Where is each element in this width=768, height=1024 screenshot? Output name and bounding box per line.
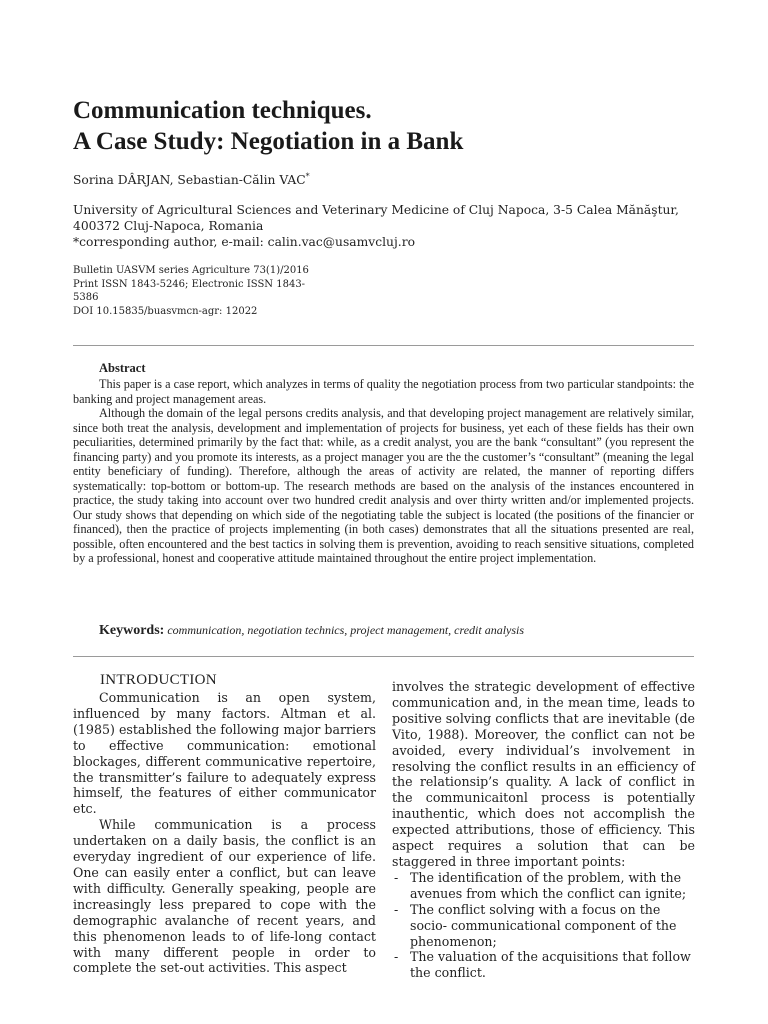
title-line-1: Communication techniques. bbox=[73, 97, 372, 124]
keywords-label: Keywords: bbox=[99, 623, 165, 638]
corresponding-email: *corresponding author, e-mail: calin.vac@usamvcluj.ro bbox=[73, 235, 415, 249]
affiliation-line-2: 400372 Cluj-Napoca, Romania bbox=[73, 219, 264, 233]
divider-bottom bbox=[73, 656, 694, 657]
authors bbox=[73, 169, 310, 188]
left-column bbox=[73, 690, 376, 976]
affiliation bbox=[73, 202, 693, 250]
doi-line: DOI 10.15835/buasvmcn-agr: 12022 bbox=[73, 305, 258, 317]
issn-line: Print ISSN 1843-5246; Electronic ISSN 1843- bbox=[73, 278, 306, 290]
title-line-2: A Case Study: Negotiation in a Bank bbox=[73, 128, 464, 155]
author-names: Sorina DÂRJAN, Sebastian-Călin VAC bbox=[73, 173, 306, 188]
publication-info bbox=[73, 264, 323, 318]
right-column bbox=[392, 679, 695, 981]
list-item bbox=[392, 949, 695, 981]
list-item-text: The identification of the problem, with the avenues from which the conflict can ignite; bbox=[410, 869, 687, 901]
affiliation-line-1: University of Agricultural Sciences and Veterinary Medicine of Cluj Napoca, 3-5 Calea Mănăştur, bbox=[73, 203, 679, 217]
list-item bbox=[392, 902, 695, 950]
body-paragraph: involves the strategic development of effective communication and, in the mean time, leads to positive solving conflicts that are inevitable (de Vito, 1988). Moreover, the conflict can not be avoided, every individual’s involvement in resolving the conflict results in an efficiency of the relationsip’s quality. A lack of conflict in the communicaitonl process is potentially inauthentic, which does not accomplish the expected attributions, those of efficiency. This aspect requires a solution that can be staggered in three important points: bbox=[392, 679, 695, 869]
bullet-list bbox=[392, 870, 695, 981]
abstract-paragraph: Although the domain of the legal persons credits analysis, and that developing project management are relatively similar, since both treat the analysis, development and implementation of projects for business, yet each of these fields has their own peculiarities, determined primarily by the fact that: while, as a credit analyst, you are the bank “consultant” (you represent the financing party) and you promote its interests, as a project manager you are the the customer’s “consultant” (meaning the legal entity beneficiary of funding). Therefore, although the areas of activity are related, the manner of reporting differs systematically: top-bottom or bottom-up. The research methods are based on the analysis of the instances encountered in practice, the study taking into account over two hundred credit analysis and over thirty written and/or implemented projects. Our study shows that depending on which side of the negotiating table the subject is located (the positions of the financier or financed), then the practice of projects implementing (in both cases) demonstrates that all the situations presented are real, possible, often encountered and the best tactics in solving them is prevention, avoiding to reach sensitive situations, completed by a professional, honest and cooperative attitude maintained throughout the entire project implementation. bbox=[73, 406, 694, 565]
list-item bbox=[392, 870, 695, 902]
paper-title bbox=[73, 95, 713, 157]
bullet-dash: - bbox=[394, 869, 399, 885]
keywords bbox=[99, 623, 524, 639]
introduction-heading: INTRODUCTION bbox=[100, 672, 217, 688]
corresponding-mark: * bbox=[305, 172, 310, 181]
abstract-heading: Abstract bbox=[99, 361, 146, 375]
body-paragraph: While communication is a process undertaken on a daily basis, the conflict is an everyday ingredient of our experience of life. One can easily enter a conflict, but can leave with difficulty. Generally speaking, people are increasingly less prepared to cope with the demographic avalanche of recent years, and this phenomenon leads to of life-long contact with many different people in order to complete the set-out activities. This aspect bbox=[73, 817, 376, 976]
bullet-dash: - bbox=[394, 901, 399, 917]
list-item-text: The conflict solving with a focus on the socio- communicational component of the phenomenon; bbox=[410, 901, 677, 949]
abstract-paragraph: This paper is a case report, which analyzes in terms of quality the negotiation process from two particular standpoints: the banking and project management areas. bbox=[73, 377, 694, 406]
issn-line-cont: 5386 bbox=[73, 292, 99, 303]
abstract-body bbox=[73, 377, 694, 566]
divider-top bbox=[73, 345, 694, 346]
list-item-text: The valuation of the acquisitions that follow the conflict. bbox=[410, 949, 691, 981]
bullet-dash: - bbox=[394, 949, 399, 965]
bulletin-line: Bulletin UASVM series Agriculture 73(1)/2016 bbox=[73, 265, 309, 276]
body-paragraph: Communication is an open system, influenced by many factors. Altman et al. (1985) established the following major barriers to effective communication: emotional blockages, different communicative repertoire, the transmitter’s failure to adequately express himself, the features of either communicator etc. bbox=[73, 690, 376, 817]
keywords-text: communication, negotiation technics, project management, credit analysis bbox=[167, 623, 525, 637]
